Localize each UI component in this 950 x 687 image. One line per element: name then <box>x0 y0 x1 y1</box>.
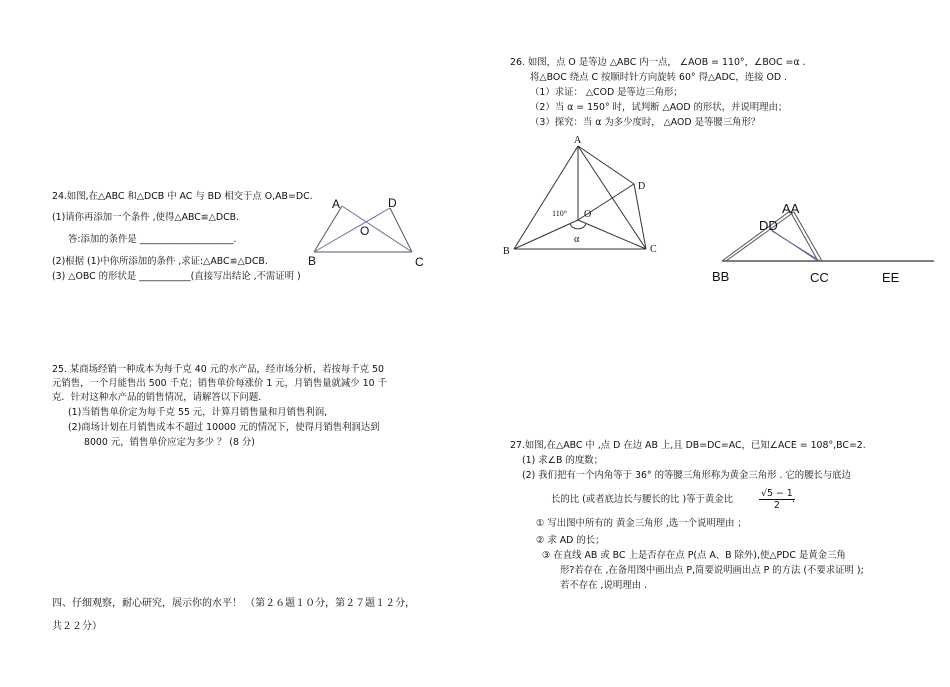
q27-seg-dc-2 <box>772 231 820 261</box>
q24-figure <box>300 190 440 270</box>
q26-label-angle110: 110° <box>552 209 567 218</box>
q27-line4b: . <box>792 494 795 505</box>
q27-label-cc: CC <box>810 270 829 285</box>
q27-figure <box>706 195 938 290</box>
q26-line1: 26. 如图，点 O 是等边 △ABC 内一点， ∠AOB = 110°，∠BOC =α . <box>510 57 806 68</box>
q26-seg-bo <box>514 220 578 249</box>
q24-label-b: B <box>308 254 317 268</box>
golden-ratio-numerator: √5 − 1 <box>761 488 793 499</box>
q24-seg-ac <box>342 206 412 252</box>
q26-line3: （1）求证： △COD 是等边三角形； <box>530 87 683 98</box>
q27-line4a: 长的比 (或者底边长与腰长的比 )等于黄金比 <box>551 494 734 505</box>
q27-line3: (2) 我们把有一个内角等于 36° 的等腰三角形称为黄金三角形 . 它的腰长与底边 <box>522 470 852 481</box>
q27-line7: ③ 在直线 AB 或 BC 上是否存在点 P(点 A、B 除外),使△PDC 是黄金三角 <box>542 550 846 561</box>
q25-line5: (2)商场计划在月销售成本不超过 10000 元的情况下，使得月销售利润达到 <box>68 422 380 433</box>
q27-seg-ac <box>790 211 818 261</box>
q26-label-b: B <box>503 246 510 257</box>
q26-label-c: C <box>650 244 657 255</box>
q27-line2: (1) 求∠B 的度数； <box>522 455 603 466</box>
q26-seg-ac <box>578 146 646 249</box>
q26-seg-ad <box>578 146 634 184</box>
q25-line3: 克．针对这种水产品的销售情况，请解答以下问题. <box>52 392 262 403</box>
q27-line9: 若不存在 ,说明理由 . <box>560 580 647 591</box>
golden-ratio-fraction <box>759 488 795 511</box>
q26-label-a: A <box>574 135 582 146</box>
q27-label-dd: DD <box>759 218 778 233</box>
q26-figure <box>498 132 668 262</box>
q24-line3: 答:添加的条件是 ____________________. <box>68 234 237 245</box>
q24-label-a: A <box>332 197 341 211</box>
q26-seg-ab <box>514 146 578 249</box>
q26-line2: 将△BOC 绕点 C 按顺时针方向旋转 60° 得△ADC，连接 OD . <box>530 72 788 83</box>
q27-label-aa: AA <box>782 201 800 216</box>
section4-line2: 共２２分） <box>52 621 102 632</box>
q24-line2: (1)请你再添加一个条件 ,使得△ABC≌△DCB. <box>52 212 240 223</box>
golden-ratio-denominator: 2 <box>773 500 780 511</box>
q27-line6: ② 求 AD 的长； <box>536 535 605 546</box>
q27-line8: 形?若存在 ,在备用图中画出点 P,简要说明画出点 P 的方法 (不要求证明 ); <box>560 565 864 576</box>
q25-line2: 元销售，一个月能售出 500 千克；销售单价每涨价 1 元，月销售量就减少 10 千 <box>52 378 387 389</box>
q24-line4: (2)根据 (1)中你所添加的条件 ,求证:△ABC≌△DCB. <box>52 256 268 267</box>
q27-line1: 27.如图,在△ABC 中 ,点 D 在边 AB 上,且 DB=DC=AC，已知∠ACE = 108°,BC=2. <box>510 440 866 451</box>
q24-label-c: C <box>415 255 424 269</box>
q24-label-d: D <box>388 196 397 210</box>
q27-label-bb: BB <box>712 269 730 284</box>
q25-line1: 25. 某商场经销一种成本为每千克 40 元的水产品，经市场分析，若按每千克 50 <box>52 364 384 375</box>
q26-line5: （3）探究：当 α 为多少度时， △AOD 是等腰三角形？ <box>530 117 761 128</box>
q25-line4: (1)当销售单价定为每千克 55 元，计算月销售量和月销售利润, <box>68 407 328 418</box>
q27-line5: ① 写出图中所有的 黄金三角形 ,选一个说明理由 ； <box>536 518 747 529</box>
q24-seg-dc <box>390 208 412 252</box>
q24-seg-ab <box>314 206 342 252</box>
q24-line1: 24.如图,在△ABC 和△DCB 中 AC 与 BD 相交于点 O,AB=DC. <box>52 191 313 202</box>
q26-label-d: D <box>638 181 646 192</box>
section4-line1: 四、仔细观察，耐心研究，展示你的水平！ （第２６题１０分，第２７题１２分， <box>52 598 416 609</box>
q26-angle-alpha-arc <box>570 224 586 229</box>
q24-line5: (3) △OBC 的形状是 ___________(直接写出结论 ,不需证明 ) <box>52 271 301 282</box>
q26-line4: （2）当 α = 150° 时，试判断 △AOD 的形状，并说明理由； <box>530 102 788 113</box>
q24-label-o: O <box>360 224 370 238</box>
q26-label-alpha: α <box>574 234 580 245</box>
q25-line6: 8000 元，销售单价应定为多少 ？ (8 分) <box>84 437 255 448</box>
q26-seg-co <box>578 220 646 249</box>
q26-label-o: O <box>584 209 592 220</box>
q27-label-ee: EE <box>882 270 900 285</box>
